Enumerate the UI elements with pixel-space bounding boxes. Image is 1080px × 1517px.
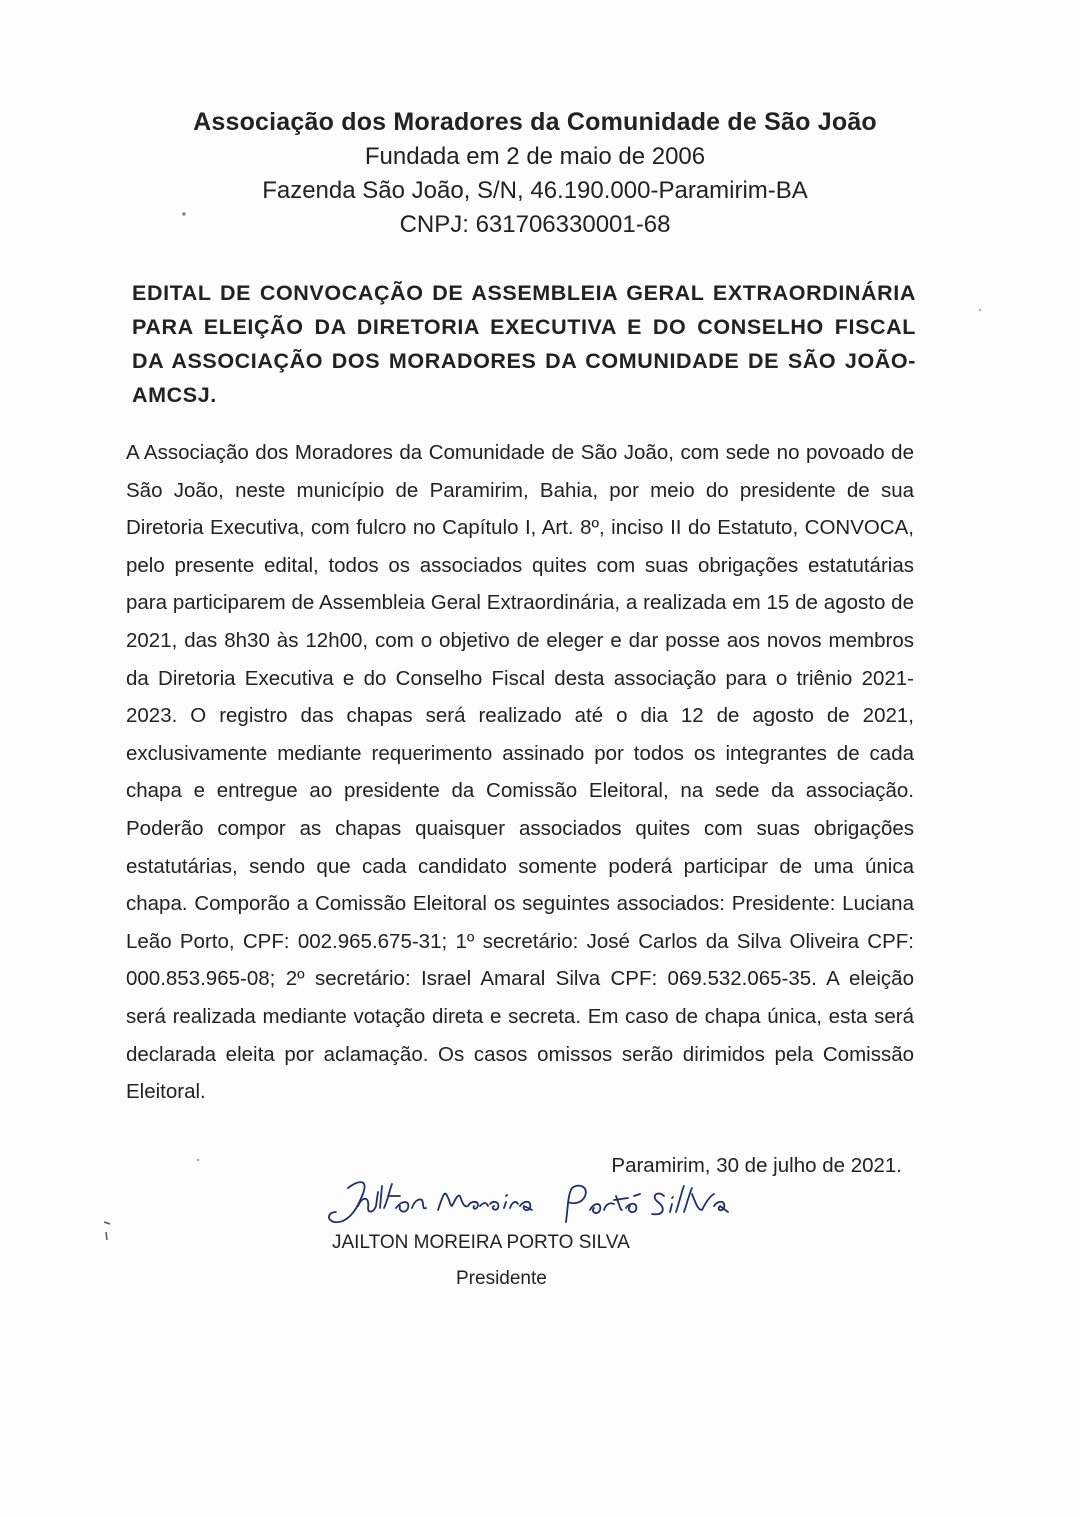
place-and-date: Paramirim, 30 de julho de 2021. — [611, 1154, 902, 1177]
organization-address: Fazenda São João, S/N, 46.190.000-Paramirim-BA — [262, 177, 808, 204]
signer-name: JAILTON MOREIRA PORTO SILVA — [332, 1232, 630, 1253]
edital-body: A Associação dos Moradores da Comunidade de São João, com sede no povoado de São João, neste município de Paramirim, Bahia, por meio do presidente de sua Diretoria Executiva, com fulcro no Capítulo I, Art. 8º, inciso II do Estatuto, CONVOCA, pelo presente edital, todos os associados quites com suas obrigações estatutárias para participarem de Assembleia Geral Extraordinária, a realizada em 15 de agosto de 2021, das 8h30 às 12h00, com o objetivo de eleger e dar posse aos novos membros da Diretoria Executiva e do Conselho Fiscal desta associação para o triênio 2021-2023. O registro das chapas será realizado até o dia 12 de agosto de 2021, exclusivamente mediante requerimento assinado por todos os integrantes de cada chapa e entregue ao presidente da Comissão Eleitoral, na sede da associação. Poderão compor as chapas quaisquer associados quites com suas obrigações estatutárias, sendo que cada candidato somente poderá participar de uma única chapa. Comporão a Comissão Eleitoral os seguintes associados: Presidente: Luciana Leão Porto, CPF: 002.965.675-31; 1º secretário: José Carlos da Silva Oliveira CPF: 000.853.965-08; 2º secretário: Israel Amaral Silva CPF: 069.532.065-35. A eleição será realizada mediante votação direta e secreta. Em caso de chapa única, esta será declarada eleita por aclamação. Os casos omissos serão dirimidos pela Comissão Eleitoral. — [126, 441, 914, 1104]
edital-title: EDITAL DE CONVOCAÇÃO DE ASSEMBLEIA GERAL EXTRAORDINÁRIA PARA ELEIÇÃO DA DIRETORIA EXECUTIVA E DO CONSELHO FISCAL DA ASSOCIAÇÃO DOS MORADORES DA COMUNIDADE DE SÃO JOÃO-AMCSJ. — [132, 281, 916, 407]
letterhead — [120, 104, 950, 242]
founded-date: Fundada em 2 de maio de 2006 — [364, 143, 706, 170]
signer-role: Presidente — [456, 1268, 547, 1289]
organization-cnpj: CNPJ: 631706330001-68 — [399, 211, 671, 238]
handwritten-signature — [318, 1166, 758, 1236]
organization-name: Associação dos Moradores da Comunidade de São João — [193, 108, 877, 136]
